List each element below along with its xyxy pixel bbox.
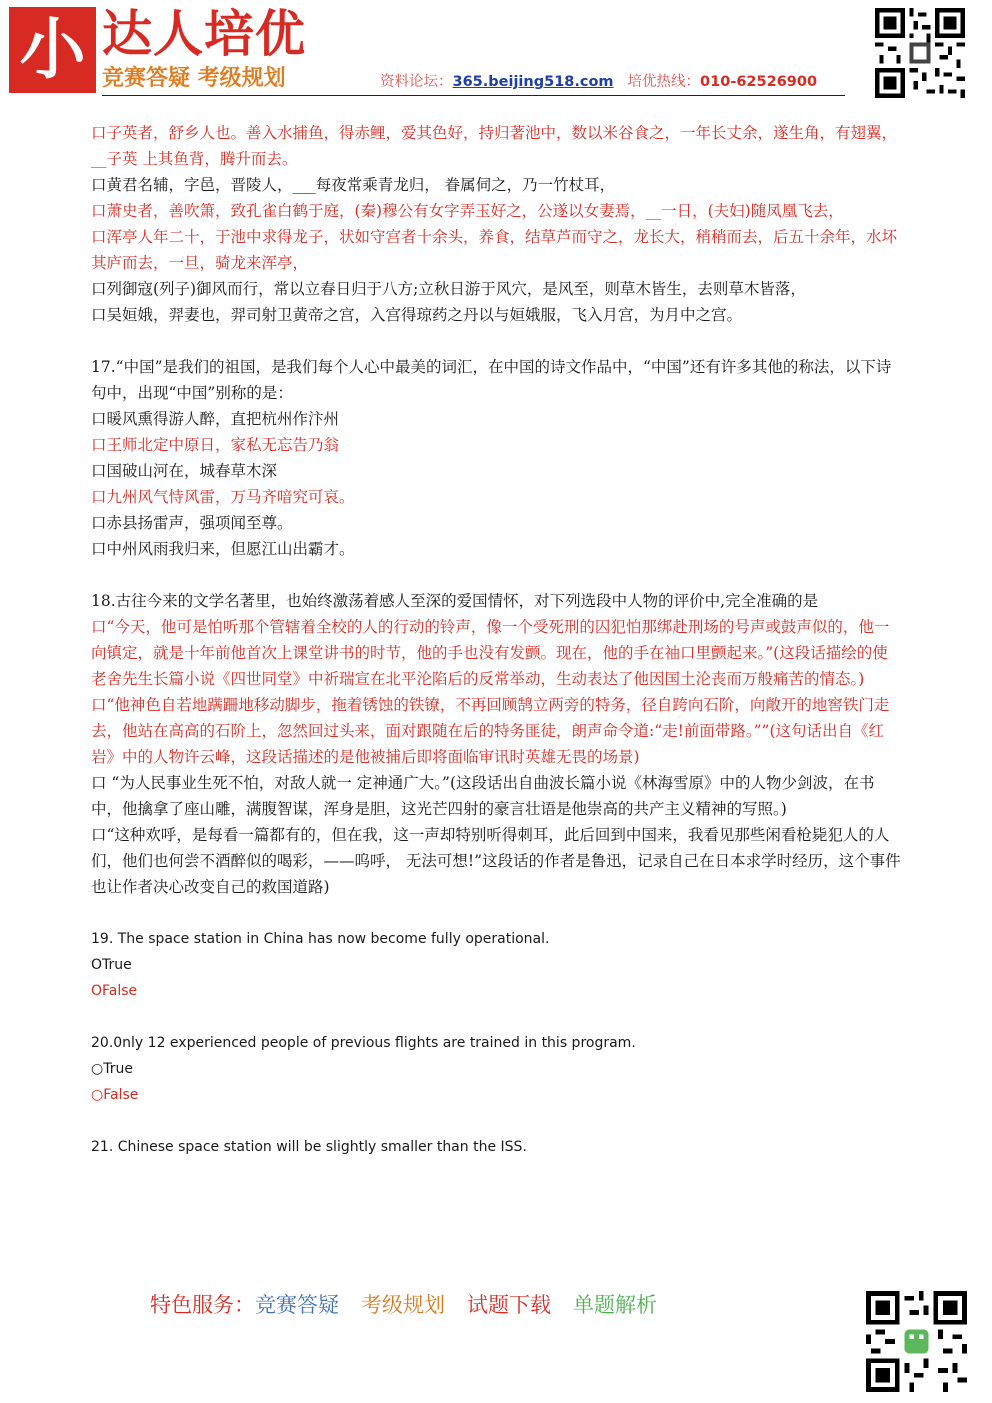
q17-option-3[interactable]: 口国破山河在，城春草木深 (91, 462, 278, 480)
q16-option-4[interactable]: 口浑亭人年二十，于池中求得龙子，状如守宫者十余头，养食，结草芦而守之，龙长大，稍稍而去，后五十余年，水坏其庐而去，一旦，骑龙来浑亭， (91, 228, 898, 272)
q17-option-4[interactable]: 口九州风气恃风雷，万马齐喑究可哀。 (91, 488, 355, 506)
q16-option-2[interactable]: 口黄君名辅，字邑，晋陵人，___每夜常乘青龙归， 眷属伺之，乃一竹杖耳， (91, 176, 616, 194)
brand-logo: 小 (9, 7, 96, 93)
hotline-label: 培优热线： (627, 74, 701, 90)
service-item[interactable]: 竞赛答疑 (255, 1293, 339, 1317)
service-item[interactable]: 试题下载 (467, 1293, 551, 1317)
q18-option-4[interactable]: 口“这种欢呼，是每看一篇都有的，但在我，这一声却特别听得刺耳，此后回到中国来，我看见那些闲看枪毙犯人的人们，他们也何尝不酒醉似的喝彩，——呜呼， 无法可想!”这段话的作者是鲁迅，记录自己在日本求学时经历，这个事件也让作者决心改变自己的救国道路) (91, 826, 901, 896)
wechat-qr-code-icon (866, 1291, 967, 1392)
q18-stem: 18.古往今来的文学名著里，也始终激荡着感人至深的爱国情怀，对下列选段中人物的评价中,完全准确的是 (91, 592, 819, 610)
q16-option-5[interactable]: 口列御寇(列子)御风而行，常以立春日归于八方;立秋日游于风穴，是风至，则草木皆生，去则草木皆落， (91, 280, 806, 298)
q19-option-false[interactable]: OFalse (91, 983, 138, 999)
document-body (91, 120, 903, 1160)
service-item[interactable]: 考级规划 (361, 1293, 445, 1317)
qr-code-icon (875, 8, 965, 98)
hotline-number: 010-62526900 (700, 74, 818, 90)
brand-tagline: 竞赛答疑 考级规划 (102, 66, 286, 91)
brand-name: 达人培优 (102, 5, 306, 63)
q19-option-true[interactable]: OTrue (91, 957, 132, 973)
q18-option-3[interactable]: 口 “为人民事业生死不怕，对敌人就一 定神通广大。”(这段话出自曲波长篇小说《林海雪原》中的人物少剑波，在书中，他擒拿了座山雕，满腹智谋，浑身是胆，这光芒四射的豪言壮语是他崇高的共产主义精神的写照。) (91, 774, 875, 818)
q17-stem: 17.“中国”是我们的祖国，是我们每个人心中最美的词汇，在中国的诗文作品中，“中国”还有许多其他的称法，以下诗句中，出现“中国”别称的是： (91, 358, 892, 402)
service-item[interactable]: 单题解析 (573, 1293, 657, 1317)
q20-option-true[interactable]: ○True (91, 1061, 133, 1077)
forum-label: 资料论坛： (380, 74, 453, 90)
service-label: 特色服务： (150, 1293, 255, 1317)
q16-option-6[interactable]: 口吴姮娥，羿妻也，羿司射卫黄帝之宫，入宫得琼药之丹以与姮娥服，飞入月宫，为月中之宫。 (91, 306, 743, 324)
q17-option-5[interactable]: 口赤县扬雷声，强项闻至尊。 (91, 514, 293, 532)
q18-option-1[interactable]: 口“今天，他可是怕听那个管辖着全校的人的行动的铃声，像一个受死刑的囚犯怕那绑赴刑场的号声或鼓声似的，他一向镇定，就是十年前他首次上课堂讲书的时节，他的手也没有发颤。现在，他的手在袖口里颤起来。”(这段话描绘的使老舍先生长篇小说《四世同堂》中祈瑞宣在北平沦陷后的反常举动，生动表达了他因国土沦丧而万般痛苦的情态。) (91, 618, 890, 688)
q16-option-1[interactable]: 口子英者，舒乡人也。善入水捕鱼，得赤鲤，爱其色好，持归著池中，数以米谷食之，一年长丈余，遂生角，有翅翼，__子英 上其鱼背，腾升而去。 (91, 124, 898, 168)
q16-option-3[interactable]: 口萧史者，善吹箫，致孔雀白鹤于庭，(秦)穆公有女字弄玉好之，公遂以女妻焉，__一日，(夫妇)随凤凰飞去， (91, 202, 844, 220)
q21-stem: 21. Chinese space station will be slightly smaller than the ISS. (91, 1139, 527, 1155)
service-footer (150, 1290, 679, 1320)
q20-option-false[interactable]: ○False (91, 1087, 139, 1103)
q19-stem: 19. The space station in China has now become fully operational. (91, 931, 550, 947)
header-divider (102, 95, 845, 96)
header-contact (380, 71, 817, 93)
q17-option-2[interactable]: 口王师北定中原日，家私无忘告乃翁 (91, 436, 340, 454)
q20-stem: 20.0nly 12 experienced people of previous flights are trained in this program. (91, 1035, 636, 1051)
q17-option-1[interactable]: 口暖风熏得游人醉，直把杭州作汴州 (91, 410, 340, 428)
q17-option-6[interactable]: 口中州风雨我归来，但愿江山出霸才。 (91, 540, 355, 558)
forum-link[interactable]: 365.beijing518.com (452, 74, 614, 90)
q18-option-2[interactable]: 口“他神色自若地蹒跚地移动脚步，拖着锈蚀的铁镣，不再回顾鹄立两旁的特务，径自跨向石阶，向敞开的地窖铁门走去，他站在高高的石阶上，忽然回过头来，面对跟随在后的特务匪徒，朗声命令道:“走!前面带路。””(这句话出自《红岩》中的人物许云峰，这段话描述的是他被捕后即将面临审讯时英雄无畏的场景) (91, 696, 890, 766)
